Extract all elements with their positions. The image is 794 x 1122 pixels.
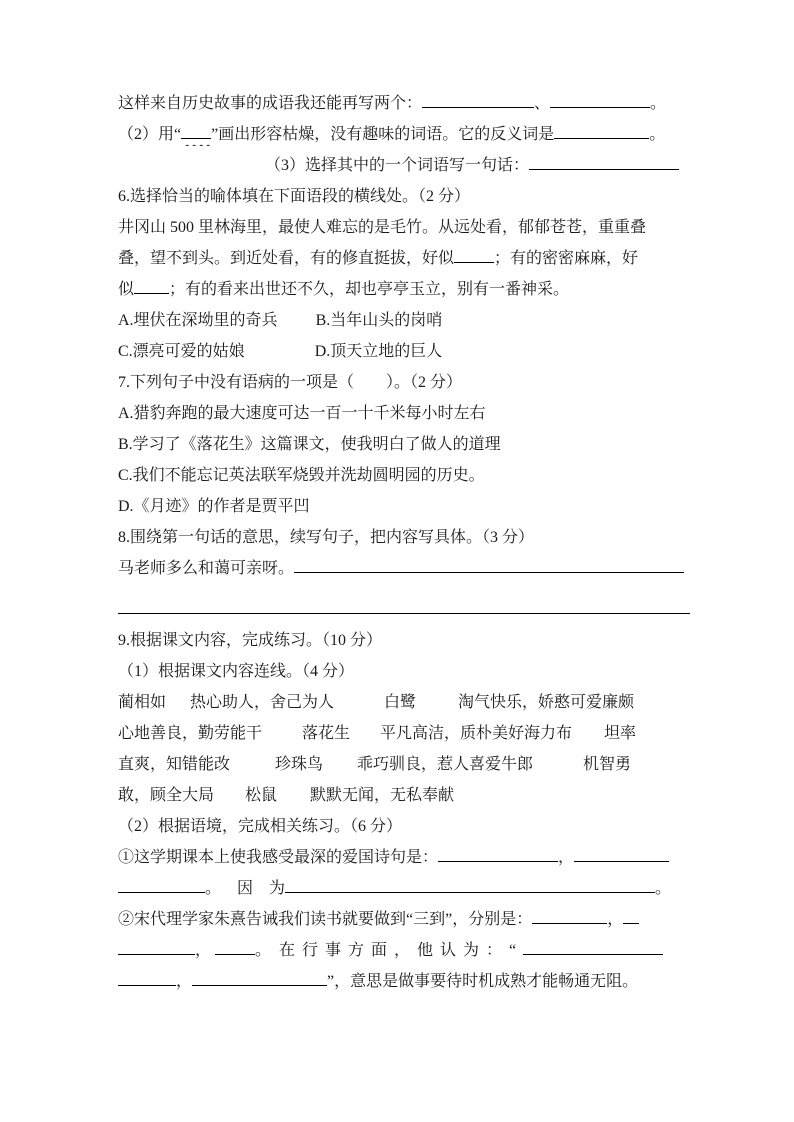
text-run: 叠，望不到头。到近处看，有的修直挺拔，好似 xyxy=(118,250,455,267)
spacer xyxy=(221,892,237,893)
answer-blank xyxy=(529,154,679,170)
text-run: ”画出形容枯燥，没有趣味的词语。它的反义词是 xyxy=(211,126,555,143)
wavy-answer-blank xyxy=(181,123,211,139)
text-run: B.学习了《落花生》这篇课文，使我明白了做人的道理 xyxy=(118,436,501,453)
text-run: 因 xyxy=(237,880,254,897)
wavy-underline-mark xyxy=(182,138,210,146)
text-run: （1）根据课文内容连线。（4 分） xyxy=(118,663,355,680)
text-run: 马老师多么和蔼可亲呀。 xyxy=(118,560,295,577)
q7-option-a xyxy=(118,398,794,429)
q8-stem xyxy=(118,522,794,553)
spacer xyxy=(278,324,316,325)
q9-1-match-line2 xyxy=(118,718,794,749)
text-run: 。 xyxy=(655,880,672,897)
text-run: 似 xyxy=(118,281,135,298)
text-run: C.漂亮可爱的姑娘 xyxy=(118,343,245,360)
text-run: D.顶天立地的巨人 xyxy=(314,343,443,360)
text-run: 敢，顾全大局 xyxy=(118,787,215,804)
q7-option-d xyxy=(118,491,794,522)
text-run: 为 xyxy=(269,880,286,897)
answer-blank xyxy=(550,92,650,108)
q9-2-item1-line1 xyxy=(118,842,794,873)
q5-3 xyxy=(118,150,794,181)
spacer xyxy=(262,737,302,738)
text-run: 、 xyxy=(534,95,551,112)
q9-2-stem xyxy=(118,811,794,842)
text-run: 心地善良，勤劳能干 xyxy=(118,725,263,742)
spacer xyxy=(271,954,279,955)
q7-option-c xyxy=(118,460,794,491)
text-run: 。 xyxy=(649,126,666,143)
q9-2-item2-line3 xyxy=(118,966,794,997)
q9-1-match-line4 xyxy=(118,780,794,811)
spacer xyxy=(245,355,315,356)
text-run: 机智勇 xyxy=(583,756,632,773)
q6-stem xyxy=(118,181,794,212)
text-run: 井冈山 500 里林海里，最使人难忘的是毛竹。从远处看，郁郁苍苍，重重叠 xyxy=(118,219,647,236)
spacer xyxy=(277,799,310,800)
spacer xyxy=(323,768,357,769)
text-run: 珍珠鸟 xyxy=(275,756,324,773)
answer-blank xyxy=(574,846,669,862)
text-run: 白鹭 xyxy=(384,694,417,711)
text-run: ， xyxy=(176,973,193,990)
text-run: 蔺相如 xyxy=(118,694,167,711)
answer-blank xyxy=(294,557,684,573)
spacer xyxy=(230,768,275,769)
q8-answer-line1 xyxy=(118,553,794,584)
q9-1-stem xyxy=(118,656,794,687)
q7-option-b xyxy=(118,429,794,460)
q8-answer-line2 xyxy=(118,594,794,625)
text-run: 。 xyxy=(205,880,222,897)
text-run: D.《月迹》的作者是贾平凹 xyxy=(118,498,310,515)
text-run: 乖巧驯良，惹人喜爱牛郎 xyxy=(357,756,534,773)
answer-blank xyxy=(118,877,205,893)
q6-option-ab xyxy=(118,305,794,336)
text-run: 6.选择恰当的喻体填在下面语段的横线处。（2 分） xyxy=(118,188,471,205)
text-run: 。 xyxy=(255,942,272,959)
q9-1-match-line1 xyxy=(118,687,794,718)
q6-option-cd xyxy=(118,336,794,367)
text-run: ， xyxy=(195,942,212,959)
text-run: 直爽，知错能改 xyxy=(118,756,231,773)
text-run: ， xyxy=(558,849,575,866)
text-run: C.我们不能忘记英法联军烧毁并洗劫圆明园的历史。 xyxy=(118,467,485,484)
text-run: ②宋代理学家朱熹告诫我们读书就要做到“三到”，分别是： xyxy=(118,911,533,928)
answer-blank xyxy=(192,970,327,986)
spacer xyxy=(214,799,245,800)
text-run: 淘气快乐，娇憨可爱廉颇 xyxy=(458,694,635,711)
q6-passage-line2 xyxy=(118,243,794,274)
q5-1-continuation xyxy=(118,88,794,119)
spacer xyxy=(350,737,380,738)
q7-stem xyxy=(118,367,794,398)
q5-2 xyxy=(118,119,794,150)
text-run: 落花生 xyxy=(302,725,351,742)
text-run: 7.下列句子中没有语病的一项是（ ）。（2 分） xyxy=(118,374,463,391)
q6-passage-line3 xyxy=(118,274,794,305)
text-run: 。 xyxy=(650,95,667,112)
answer-blank xyxy=(454,247,494,263)
answer-blank xyxy=(285,877,655,893)
q6-passage-line1 xyxy=(118,212,794,243)
answer-blank xyxy=(532,908,607,924)
text-run: B.当年山头的岗哨 xyxy=(315,312,443,329)
answer-blank xyxy=(134,278,169,294)
text-run: 平凡高洁，质朴美好海力布 xyxy=(380,725,573,742)
answer-blank xyxy=(523,939,663,955)
text-run: （3）选择其中的一个词语写一句话： xyxy=(265,157,530,174)
text-run: 这样来自历史故事的成语我还能再写两个： xyxy=(118,95,423,112)
answer-blank xyxy=(118,939,195,955)
spacer xyxy=(166,706,190,707)
text-run: ①这学期课本上使我感受最深的爱国诗句是： xyxy=(118,849,439,866)
spacer xyxy=(253,892,269,893)
text-run: （2）根据语境，完成相关练习。（6 分） xyxy=(118,818,403,835)
spacer xyxy=(533,768,583,769)
text-run: 8.围绕第一句话的意思，续写句子，把内容写具体。（3 分） xyxy=(118,529,535,546)
text-run: ；有的密密麻麻，好 xyxy=(494,250,639,267)
answer-blank xyxy=(118,970,176,986)
answer-blank xyxy=(215,939,255,955)
q9-stem xyxy=(118,625,794,656)
answer-blank xyxy=(118,598,690,614)
text-run: A.猎豹奔跑的最大速度可达一百一十千米每小时左右 xyxy=(118,405,486,422)
q9-2-item1-line2 xyxy=(118,873,794,904)
answer-blank xyxy=(554,123,649,139)
spacer xyxy=(334,706,384,707)
document-lines xyxy=(118,88,794,997)
text-run: ”，意思是做事要待时机成熟才能畅通无阻。 xyxy=(327,973,639,990)
answer-blank xyxy=(623,908,639,924)
answer-blank xyxy=(422,92,534,108)
q9-1-match-line3 xyxy=(118,749,794,780)
text-run: 坦率 xyxy=(604,725,637,742)
text-run: 9.根据课文内容，完成练习。（10 分） xyxy=(118,632,383,649)
q9-2-item2-line1 xyxy=(118,904,794,935)
spacer xyxy=(572,737,604,738)
text-run: 在行事方面，他认为：“ xyxy=(279,942,524,959)
text-run: 松鼠 xyxy=(245,787,278,804)
text-run: A.埋伏在深坳里的奇兵 xyxy=(118,312,278,329)
text-run: ；有的看来出世还不久，却也亭亭玉立，别有一番神采。 xyxy=(169,281,570,298)
spacer xyxy=(416,706,458,707)
q9-2-item2-line2 xyxy=(118,935,794,966)
text-run: 热心助人，舍己为人 xyxy=(190,694,335,711)
text-run: 默默无闻，无私奉献 xyxy=(310,787,455,804)
text-run: ， xyxy=(607,911,624,928)
answer-blank xyxy=(438,846,558,862)
text-run: （2）用“ xyxy=(118,126,182,143)
